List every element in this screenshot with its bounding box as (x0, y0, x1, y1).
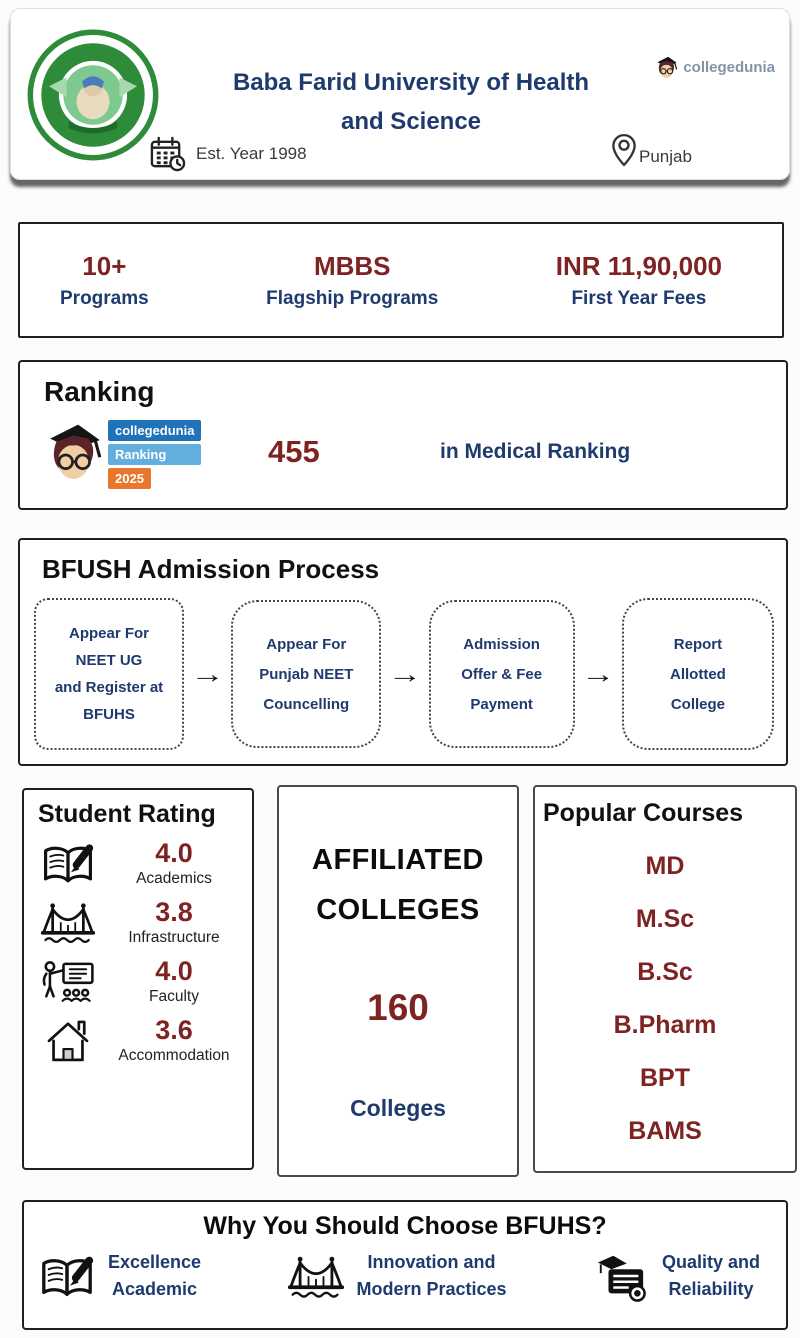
stat-label: Programs (60, 287, 149, 309)
why-label-line1: Quality and (661, 1252, 760, 1272)
why-label-line2: Modern Practices (356, 1279, 507, 1299)
rating-label: Accommodation (118, 1047, 230, 1064)
affiliated-label: Colleges (350, 1095, 446, 1121)
stat-fees (556, 251, 722, 310)
why-choose-card (22, 1200, 788, 1330)
arrow-right-icon: → (190, 659, 225, 689)
rating-label: Infrastructure (128, 929, 220, 946)
why-label-line1: Innovation and (367, 1252, 496, 1272)
stat-label: First Year Fees (571, 287, 707, 309)
why-label-line2: Academic (112, 1279, 198, 1299)
course-item: M.Sc (635, 905, 695, 933)
step-line: Allotted (670, 665, 726, 683)
course-item: BAMS (628, 1117, 702, 1145)
student-rating-title: Student Rating (38, 800, 216, 828)
brand-label: collegedunia (683, 58, 775, 76)
ranking-card (18, 360, 788, 510)
why-label-line2: Reliability (668, 1279, 754, 1299)
admission-process-title: BFUSH Admission Process (42, 554, 380, 584)
affiliated-title-line2: COLLEGES (316, 894, 480, 926)
admission-step-1 (34, 598, 184, 750)
step-line: BFUHS (83, 706, 135, 723)
location-pin-icon (611, 133, 637, 167)
rating-row-infrastructure (40, 897, 252, 947)
rating-score: 3.6 (155, 1015, 193, 1045)
why-item-innovation (287, 1249, 507, 1303)
step-line: NEET UG (75, 652, 143, 669)
stat-flagship (266, 251, 438, 310)
course-item: BPT (640, 1064, 690, 1092)
admission-process-card (18, 538, 788, 766)
popular-courses-card (533, 785, 797, 1173)
rank-number: 455 (268, 434, 320, 469)
ranking-title: Ranking (44, 376, 155, 407)
step-line: Councelling (263, 695, 350, 713)
location-row (611, 133, 692, 167)
step-line: and Register at (54, 679, 164, 696)
stats-card (18, 222, 784, 338)
book-pencil-icon (38, 1250, 96, 1302)
ranking-badge-pills (108, 420, 201, 489)
house-icon (40, 1015, 96, 1065)
location-label: Punjab (639, 147, 692, 166)
stat-value: MBBS (313, 250, 391, 281)
collegedunia-ranking-badge (44, 414, 201, 489)
affiliated-count: 160 (367, 987, 429, 1028)
rating-row-accommodation (40, 1015, 252, 1065)
stat-value: 10+ (82, 250, 127, 281)
bridge-icon (287, 1250, 345, 1302)
established-label: Est. Year 1998 (196, 143, 307, 163)
why-item-quality (592, 1249, 760, 1303)
page-title-line1: Baba Farid University of Health (232, 69, 590, 96)
why-label-line1: Excellence (108, 1252, 202, 1272)
stat-value: INR 11,90,000 (555, 250, 722, 281)
rating-row-academics (40, 838, 252, 888)
stat-programs (60, 251, 149, 310)
affiliated-title-line1: AFFILIATED (312, 844, 484, 876)
step-line: College (670, 695, 726, 713)
book-pencil-icon (40, 838, 96, 888)
step-line: Admission (463, 635, 540, 653)
rating-label: Faculty (149, 988, 199, 1005)
admission-step-2 (231, 600, 381, 748)
admission-step-4 (622, 598, 774, 750)
affiliated-title (279, 835, 517, 935)
course-item: MD (645, 852, 685, 880)
rating-score: 4.0 (155, 838, 193, 868)
badge-year-pill: 2025 (108, 468, 151, 489)
rank-category-label: in Medical Ranking (440, 440, 631, 463)
course-item: B.Pharm (613, 1011, 717, 1039)
header-card (10, 8, 790, 180)
step-line: Punjab NEET (259, 665, 354, 683)
why-choose-title: Why You Should Choose BFUHS? (203, 1212, 607, 1240)
badge-brand-pill: collegedunia (108, 420, 201, 441)
admission-step-3 (429, 600, 575, 748)
step-line: Appear For (266, 635, 347, 653)
why-items (24, 1241, 786, 1303)
rating-score: 3.8 (155, 897, 193, 927)
certificate-icon (592, 1250, 650, 1302)
popular-courses-title: Popular Courses (543, 799, 744, 827)
university-logo (27, 21, 159, 169)
course-item: B.Sc (637, 958, 693, 986)
arrow-right-icon: → (581, 659, 616, 689)
collegedunia-brand (655, 55, 775, 79)
rating-row-faculty (40, 956, 252, 1006)
student-rating-card (22, 788, 254, 1170)
affiliated-colleges-card (277, 785, 519, 1177)
step-line: Payment (470, 695, 533, 713)
stat-label: Flagship Programs (266, 287, 439, 309)
established-row (149, 135, 307, 172)
page-title-line2: and Science (340, 108, 482, 135)
calendar-icon (149, 135, 186, 172)
step-line: Offer & Fee (461, 665, 543, 683)
rating-label: Academics (136, 870, 212, 887)
arrow-right-icon: → (387, 659, 422, 689)
step-line: Appear For (68, 625, 149, 642)
admission-steps (30, 594, 778, 754)
collegedunia-mascot-icon (44, 414, 106, 488)
page-title (161, 63, 661, 141)
rating-score: 4.0 (155, 956, 193, 986)
bridge-icon (40, 897, 96, 947)
step-line: Report (673, 635, 723, 653)
why-item-academic (38, 1249, 201, 1303)
teacher-board-icon (40, 956, 96, 1006)
collegedunia-mascot-icon (655, 55, 679, 79)
badge-ranking-pill: Ranking (108, 444, 201, 465)
